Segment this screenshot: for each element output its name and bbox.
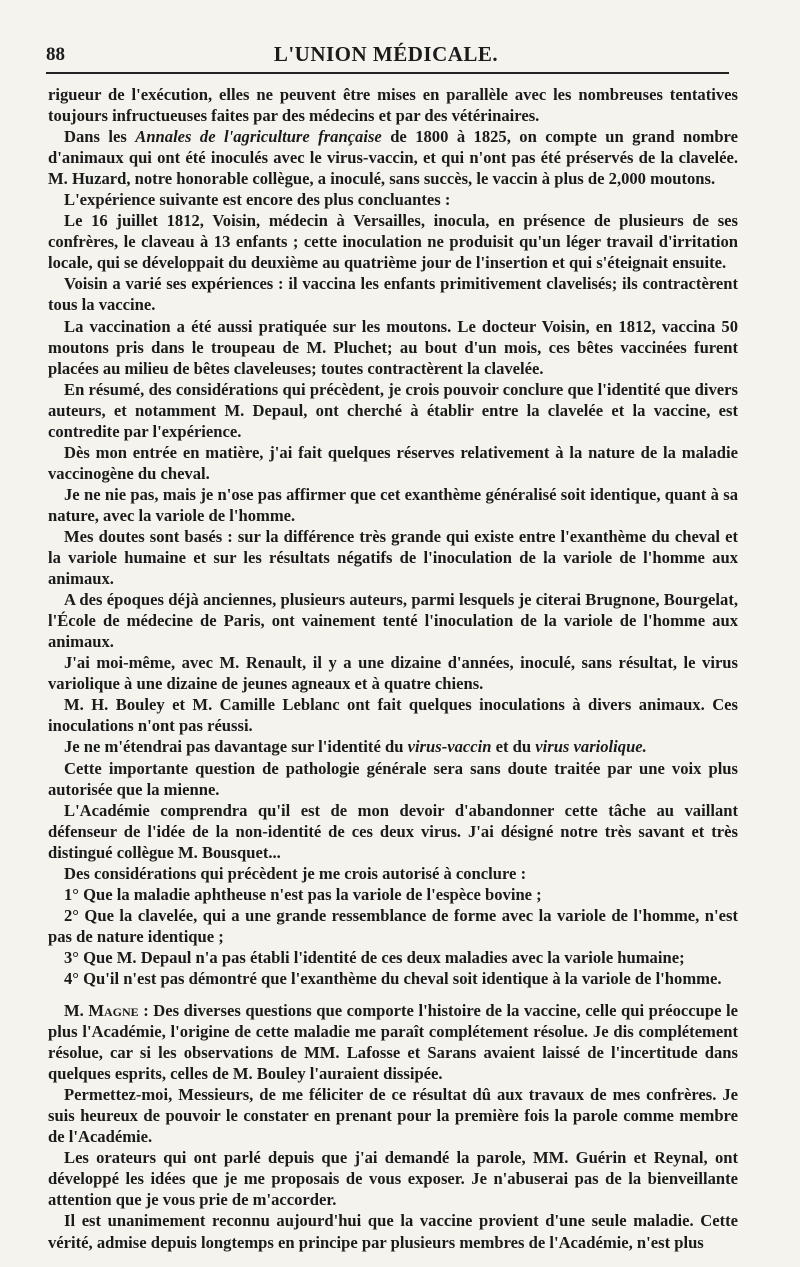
conclusion-item: 1° Que la maladie aphtheuse n'est pas la variole de l'espèce bovine ; [64, 884, 542, 904]
conclusion-item: 4° Qu'il n'est pas démontré que l'exanthème du cheval soit identique à la variole de l'homme. [64, 968, 722, 988]
conclusion-item: 3° Que M. Depaul n'a pas établi l'identité de ces deux maladies avec la variole humaine; [64, 947, 685, 967]
text-run: et du [491, 737, 536, 757]
conclusion-item: 2° Que la clavelée, qui a une grande ressemblance de forme avec la variole de l'homme, n'est pas de nature identique ; [48, 905, 738, 946]
paragraph: La vaccination a été aussi pratiquée sur les moutons. Le docteur Voisin, en 1812, vaccina 50 moutons pris dans le troupeau de M. Pluchet; au bout d'un mois, ces bêtes vaccinées furent placées au milieu de bêtes claveleuses; toutes contractèrent la clavelée. [48, 316, 738, 378]
paragraph [48, 736, 738, 757]
page-number: 88 [46, 44, 65, 65]
paragraph [48, 126, 738, 189]
paragraph: En résumé, des considérations qui précèdent, je crois pouvoir conclure que l'identité que divers auteurs, et notamment M. Depaul, ont cherché à établir entre la clavelée et la vaccine, est contredite par l'expérience. [48, 379, 738, 441]
page-header [46, 40, 726, 72]
paragraph: rigueur de l'exécution, elles ne peuvent être mises en parallèle avec les nombreuses tentatives toujours infructueuses faites par des médecins et par des vétérinaires. [48, 85, 738, 126]
journal-title-italic: Annales de l'agriculture française [135, 127, 382, 147]
paragraph: Il est unanimement reconnu aujourd'hui que la vaccine provient d'une seule maladie. Cette vérité, admise depuis longtemps en principe par plusieurs membres de l'Académie, n'est plus [48, 1211, 738, 1252]
paragraph: Voisin a varié ses expériences : il vaccina les enfants primitivement clavelisés; ils contractèrent tous la vaccine. [48, 274, 738, 315]
speaker-name: M. Magne : [64, 1001, 149, 1021]
paragraph: Dès mon entrée en matière, j'ai fait quelques réserves relativement à la nature de la maladie vaccinogène du cheval. [48, 442, 738, 483]
paragraph: L'Académie comprendra qu'il est de mon devoir d'abandonner cette tâche au vaillant défenseur de l'idée de la non-identité de ces deux virus. J'ai désigné notre très savant et très distingué collègue M. Bousquet... [48, 800, 738, 862]
paragraph: M. H. Bouley et M. Camille Leblanc ont fait quelques inoculations à divers animaux. Ces inoculations n'ont pas réussi. [48, 695, 738, 736]
paragraph: J'ai moi-même, avec M. Renault, il y a une dizaine d'années, inoculé, sans résultat, le virus variolique à une dizaine de jeunes agneaux et à quatre chiens. [48, 653, 738, 694]
paragraph [48, 1000, 738, 1084]
paragraph: Permettez-moi, Messieurs, de me féliciter de ce résultat dû aux travaux de mes confrères. Je suis heureux de pouvoir le constater en prenant pour la première fois la parole comme membre de l'Académie. [48, 1085, 738, 1147]
paragraph: Des considérations qui précèdent je me crois autorisé à conclure : [64, 863, 527, 883]
term-italic: virus-vaccin [407, 737, 492, 757]
text-run: de 1800 à 1825, on compte un grand nombre d'animaux qui ont été inoculés avec le virus-vaccin, et qui n'ont pas été préservés de la clavelée. M. Huzard, notre honorable collègue, a inoculé, sans succès, le vaccin à plus de 2,000 moutons. [48, 127, 738, 189]
running-title: L'UNION MÉDICALE. [273, 42, 499, 66]
article-body [48, 84, 738, 1253]
paragraph: Les orateurs qui ont parlé depuis que j'ai demandé la parole, MM. Guérin et Reynal, ont développé les idées que je me proposais de vous exposer. Je n'abuserai pas de la bienveillante attention que je vous prie de m'accorder. [48, 1148, 738, 1210]
paragraph: A des époques déjà anciennes, plusieurs auteurs, parmi lesquels je citerai Brugnone, Bourgelat, l'École de médecine de Paris, ont vainement tenté l'inoculation de la variole de l'homme aux animaux. [48, 590, 738, 652]
text-run: Des diverses questions que comporte l'histoire de la vaccine, celle qui préoccupe le plus l'Académie, l'origine de cette maladie me paraît complétement résolue. Je dis complétement résolue, car si les observations de MM. Lafosse et Sarans avaient laissé de l'incertitude dans quelques esprits, celles de M. Bouley l'auraient dissipée. [48, 1001, 738, 1084]
paragraph: Je ne nie pas, mais je n'ose pas affirmer que cet exanthème généralisé soit identique, quant à sa nature, avec la variole de l'homme. [48, 484, 738, 525]
term-italic: virus variolique. [535, 737, 647, 757]
paragraph: Le 16 juillet 1812, Voisin, médecin à Versailles, inocula, en présence de plusieurs de ses confrères, le claveau à 13 enfants ; cette inoculation ne produisit qu'un léger travail d'irritation locale, qui se développait du deuxième au quatrième jour de l'insertion et qui s'éteignait ensuite. [48, 211, 738, 273]
text-run: Je ne m'étendrai pas davantage sur l'identité du [64, 737, 408, 757]
header-rule [46, 72, 729, 74]
paragraph: Cette importante question de pathologie générale sera sans doute traitée par une voix plus autorisée que la mienne. [48, 758, 738, 799]
paragraph: L'expérience suivante est encore des plus concluantes : [64, 190, 451, 210]
paragraph: Mes doutes sont basés : sur la différence très grande qui existe entre l'exanthème du cheval et la variole humaine et sur les résultats négatifs de l'inoculation de la variole de l'homme aux animaux. [48, 526, 738, 589]
text-run: Dans les [64, 127, 136, 147]
